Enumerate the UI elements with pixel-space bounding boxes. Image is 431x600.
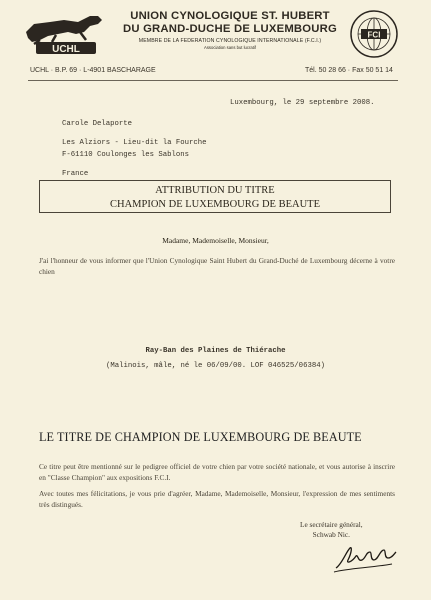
salutation: Madame, Mademoiselle, Monsieur,: [162, 236, 269, 245]
champion-title: LE TITRE DE CHAMPION DE LUXEMBOURG DE BEAUTE: [39, 430, 362, 444]
dog-logo-icon: [20, 10, 112, 56]
signature-block: [300, 520, 363, 539]
title-line1: ATTRIBUTION DU TITRE: [155, 185, 275, 196]
intro-paragraph: J'ai l'honneur de vous informer que l'Union Cynologique Saint Hubert du Grand-Duché de Luxembourg décerne à votre chien: [39, 256, 395, 276]
org-status: Association sans but lucratif: [204, 45, 256, 50]
title-box: [39, 180, 391, 213]
fci-globe-icon: [349, 9, 399, 59]
dog-details: (Malinois, mâle, né le 06/09/00. LOF 046525/06384): [106, 362, 325, 370]
fci-text: FCI: [367, 30, 381, 40]
org-name-line1: UNION CYNOLOGIQUE ST. HUBERT: [130, 10, 330, 22]
postal-address: UCHL · B.P. 69 · L-4901 BASCHARAGE: [30, 67, 156, 74]
recipient-name: Carole Delaporte: [62, 120, 133, 128]
address-country: France: [62, 170, 89, 178]
handwritten-signature: [330, 538, 400, 578]
closing-paragraph: Avec toutes mes félicitations, je vous prie d'agréer, Madame, Mademoiselle, Monsieur, l'expression de mes sentiments très distingués.: [39, 489, 395, 509]
title-line2: CHAMPION DE LUXEMBOURG DE BEAUTE: [110, 199, 320, 210]
dog-name: Ray-Ban des Plaines de Thiérache: [145, 347, 286, 355]
organization-block: [120, 10, 340, 50]
org-membership: MEMBRE DE LA FEDERATION CYNOLOGIQUE INTERNATIONALE (F.C.I.): [138, 38, 322, 44]
logo-text: UCHL: [52, 44, 80, 55]
address-line2: F-61110 Coulonges les Sablons: [62, 151, 189, 159]
address-line1: Les Alziors - Lieu-dit la Fourche: [62, 139, 207, 147]
letter-date: Luxembourg, le 29 septembre 2008.: [230, 99, 375, 107]
pedigree-paragraph: Ce titre peut être mentionné sur le pedigree officiel de votre chien par votre société nationale, et vous autorise à inscrire en "Classe Champion" aux expositions F.C.I.: [39, 462, 395, 482]
signer-title: Le secrétaire général,: [300, 520, 363, 529]
phone-fax: Tél. 50 28 66 · Fax 50 51 14: [305, 67, 393, 74]
header-divider: [28, 80, 398, 81]
org-name-line2: DU GRAND-DUCHE DE LUXEMBOURG: [123, 23, 337, 35]
signer-name: Schwab Nic.: [312, 529, 350, 539]
